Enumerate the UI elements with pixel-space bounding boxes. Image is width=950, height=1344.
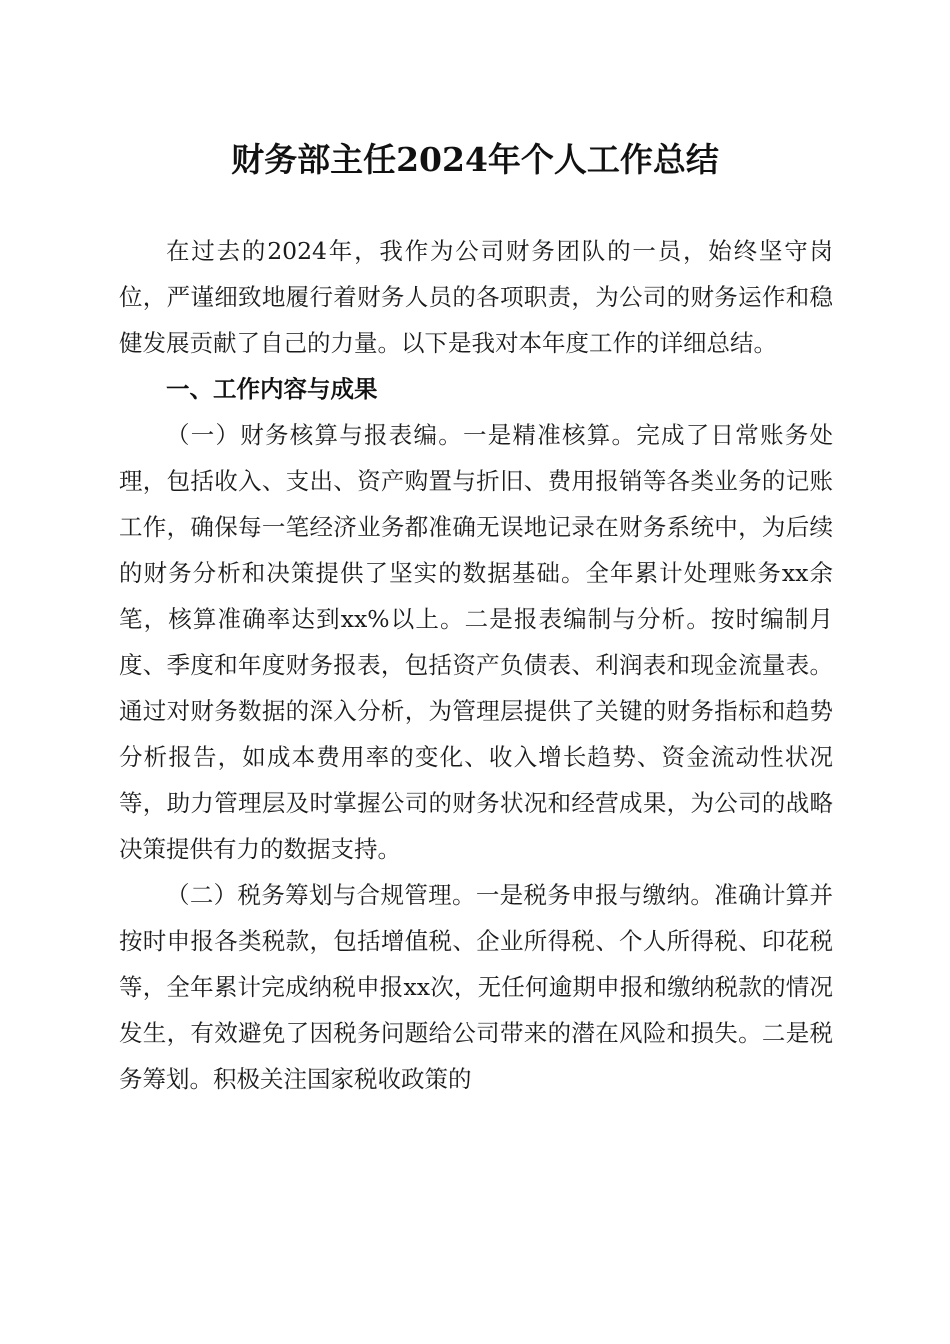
document-body bbox=[119, 228, 833, 1102]
section-heading-work-content: 一、工作内容与成果 bbox=[166, 375, 378, 403]
paragraph-tax-planning: （二）税务筹划与合规管理。一是税务申报与缴纳。准确计算并按时申报各类税款，包括增值税、企业所得税、个人所得税、印花税等，全年累计完成纳税申报xx次，无任何逾期申报和缴纳税款的情况发生，有效避免了因税务问题给公司带来的潜在风险和损失。二是税务筹划。积极关注国家税收政策的 bbox=[119, 881, 833, 1093]
paragraph-accounting-reports: （一）财务核算与报表编。一是精准核算。完成了日常账务处理，包括收入、支出、资产购置与折旧、费用报销等各类业务的记账工作，确保每一笔经济业务都准确无误地记录在财务系统中，为后续的财务分析和决策提供了坚实的数据基础。全年累计处理账务xx余笔，核算准确率达到xx%以上。二是报表编制与分析。按时编制月度、季度和年度财务报表，包括资产负债表、利润表和现金流量表。通过对财务数据的深入分析，为管理层提供了关键的财务指标和趋势分析报告，如成本费用率的变化、收入增长趋势、资金流动性状况等，助力管理层及时掌握公司的财务状况和经营成果，为公司的战略决策提供有力的数据支持。 bbox=[119, 421, 833, 863]
document-title: 财务部主任2024年个人工作总结 bbox=[231, 140, 719, 179]
intro-paragraph: 在过去的2024年，我作为公司财务团队的一员，始终坚守岗位，严谨细致地履行着财务人员的各项职责，为公司的财务运作和稳健发展贡献了自己的力量。以下是我对本年度工作的详细总结。 bbox=[119, 237, 833, 357]
